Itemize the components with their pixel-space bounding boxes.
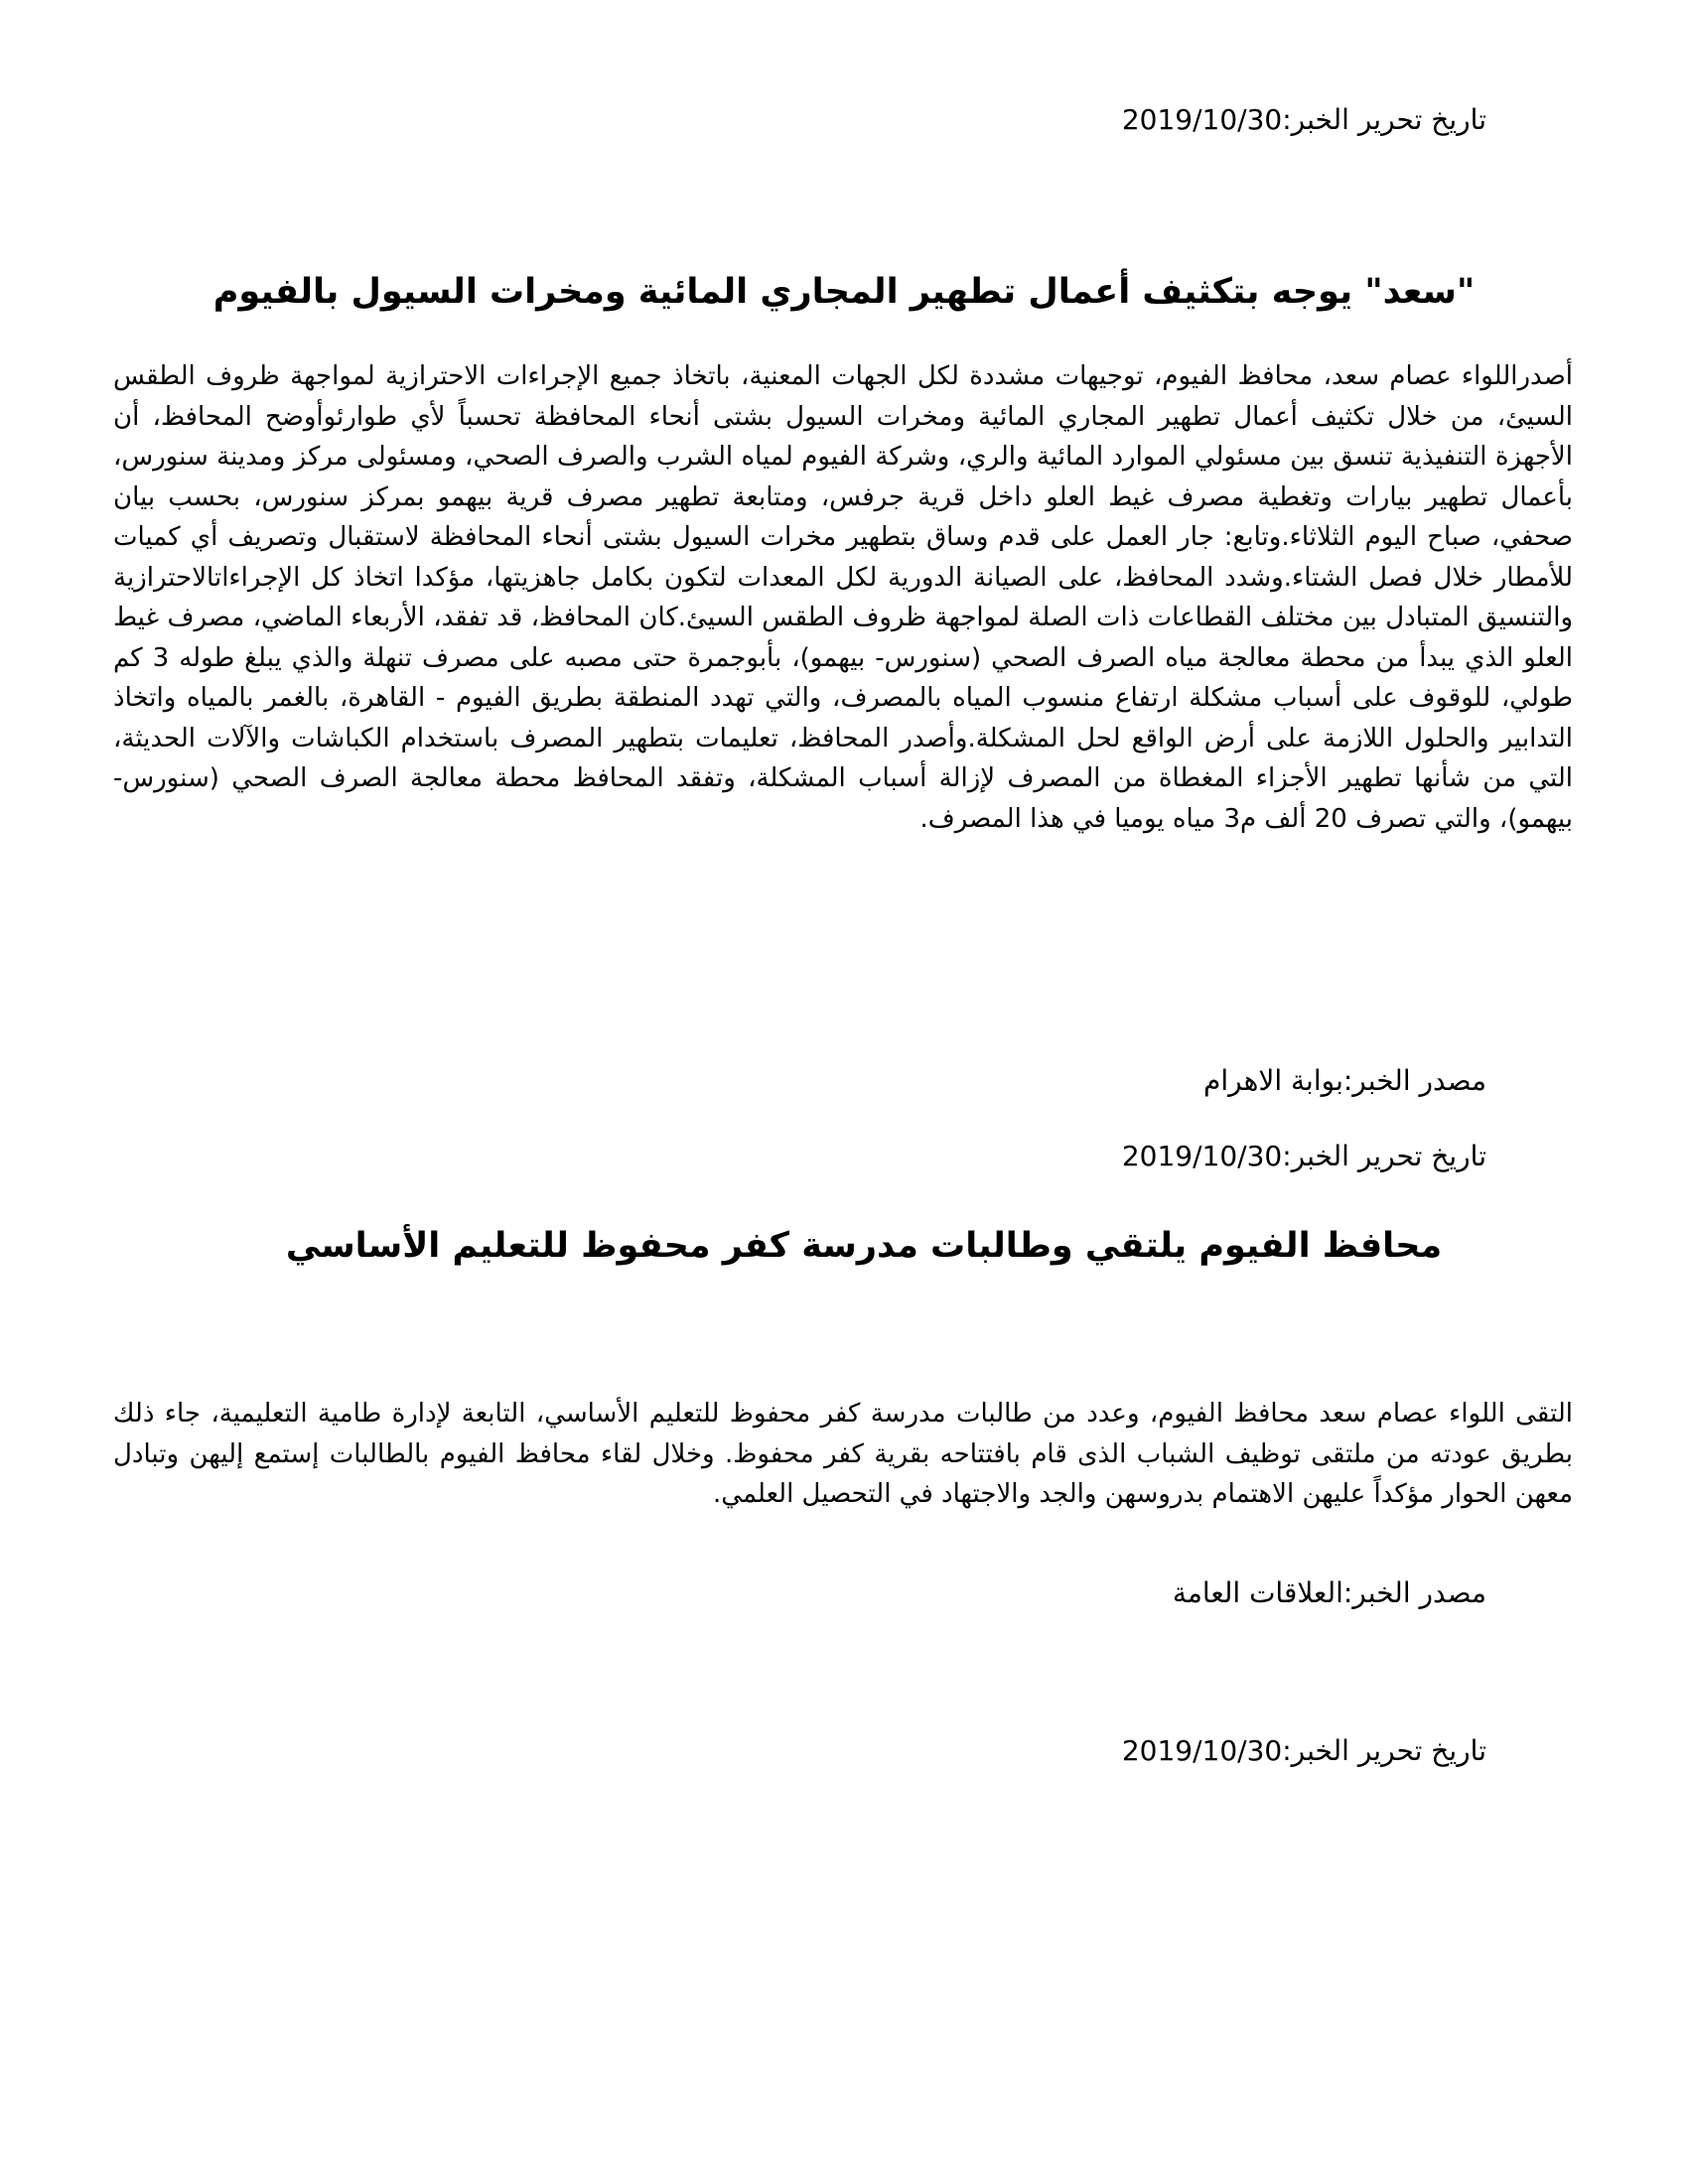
article-1-source-line xyxy=(1203,1064,1486,1098)
date-label: تاريخ تحرير الخبر: xyxy=(1282,1734,1486,1767)
date-value: 2019/10/30 xyxy=(1121,1734,1283,1767)
source-value: بوابة الاهرام xyxy=(1203,1064,1343,1097)
source-value: العلاقات العامة xyxy=(1172,1576,1343,1609)
article-2-headline: محافظ الفيوم يلتقي وطالبات مدرسة كفر محفوظ للتعليم الأساسي xyxy=(285,1226,1443,1266)
article-1-body: أصدراللواء عصام سعد، محافظ الفيوم، توجيهات مشددة لكل الجهات المعنية، باتخاذ جميع الإجراءات الاحترازية لمواجهة ظروف الطقس السيئ، من خلال تكثيف أعمال تطهير المجاري المائية ومخرات السيول بشتى أنحاء المحافظة تحسباً لأي طوارئوأوضح المحافظ، أن الأجهزة التنفيذية تنسق بين مسئولي الموارد المائية والري، وشركة الفيوم لمياه الشرب والصرف الصحي، ومسئولى مركز ومدينة سنورس، بأعمال تطهير بيارات وتغطية مصرف غيط العلو داخل قرية جرفس، ومتابعة تطهير مصرف قرية بيهمو بمركز سنورس، بحسب بيان صحفي، صباح اليوم الثلاثاء.وتابع: جار العمل على قدم وساق بتطهير مخرات السيول بشتى أنحاء المحافظة لاستقبال وتصريف أي كميات للأمطار خلال فصل الشتاء.وشدد المحافظ، على الصيانة الدورية لكل المعدات لتكون بكامل جاهزيتها، مؤكدا اتخاذ كل الإجراءاتالاحترازية والتنسيق المتبادل بين مختلف القطاعات ذات الصلة لمواجهة ظروف الطقس السيئ.كان المحافظ، قد تفقد، الأربعاء الماضي، مصرف غيط العلو الذي يبدأ من محطة معالجة مياه الصرف الصحي (سنورس- بيهمو)، بأبوجمرة حتى مصبه على مصرف تنهلة والذي يبلغ طوله 3 كم طولي، للوقوف على أسباب مشكلة ارتفاع منسوب المياه بالمصرف، والتي تهدد المنطقة بطريق الفيوم - القاهرة، بالغمر بالمياه واتخاذ التدابير والحلول اللازمة على أرض الواقع لحل المشكلة.وأصدر المحافظ، تعليمات بتطهير المصرف باستخدام الكباشات والآلات الحديثة، التي من شأنها تطهير الأجزاء المغطاة من المصرف لإزالة أسباب المشكلة، وتفقد المحافظ محطة معالجة الصرف الصحي (سنورس- بيهمو)، والتي تصرف 20 ألف م3 مياه يوميا في هذا المصرف. xyxy=(113,361,1573,834)
article-1-date-line xyxy=(1122,103,1486,137)
article-3-date-line xyxy=(1122,1734,1486,1768)
source-label: مصدر الخبر: xyxy=(1342,1576,1486,1609)
article-1-headline: "سعد" يوجه بتكثيف أعمال تطهير المجاري المائية ومخرات السيول بالفيوم xyxy=(212,272,1476,312)
date-label: تاريخ تحرير الخبر: xyxy=(1282,1140,1486,1172)
date-label: تاريخ تحرير الخبر: xyxy=(1282,103,1486,136)
article-2-date-line xyxy=(1122,1140,1486,1173)
article-2-body: التقى اللواء عصام سعد محافظ الفيوم، وعدد من طالبات مدرسة كفر محفوظ للتعليم الأساسي، التابعة لإدارة طامية التعليمية، جاء ذلك بطريق عودته من ملتقى توظيف الشباب الذى قام بافتتاحه بقرية كفر محفوظ. وخلال لقاء محافظ الفيوم بالطالبات إستمع إليهن وتبادل معهن الحوار مؤكداً عليهن الاهتمام بدروسهن والجد والاجتهاد في التحصيل العلمي. xyxy=(113,1399,1573,1509)
source-label: مصدر الخبر: xyxy=(1342,1064,1486,1097)
date-value: 2019/10/30 xyxy=(1121,1140,1283,1172)
article-2-source-line xyxy=(1173,1576,1486,1610)
date-value: 2019/10/30 xyxy=(1121,103,1283,136)
